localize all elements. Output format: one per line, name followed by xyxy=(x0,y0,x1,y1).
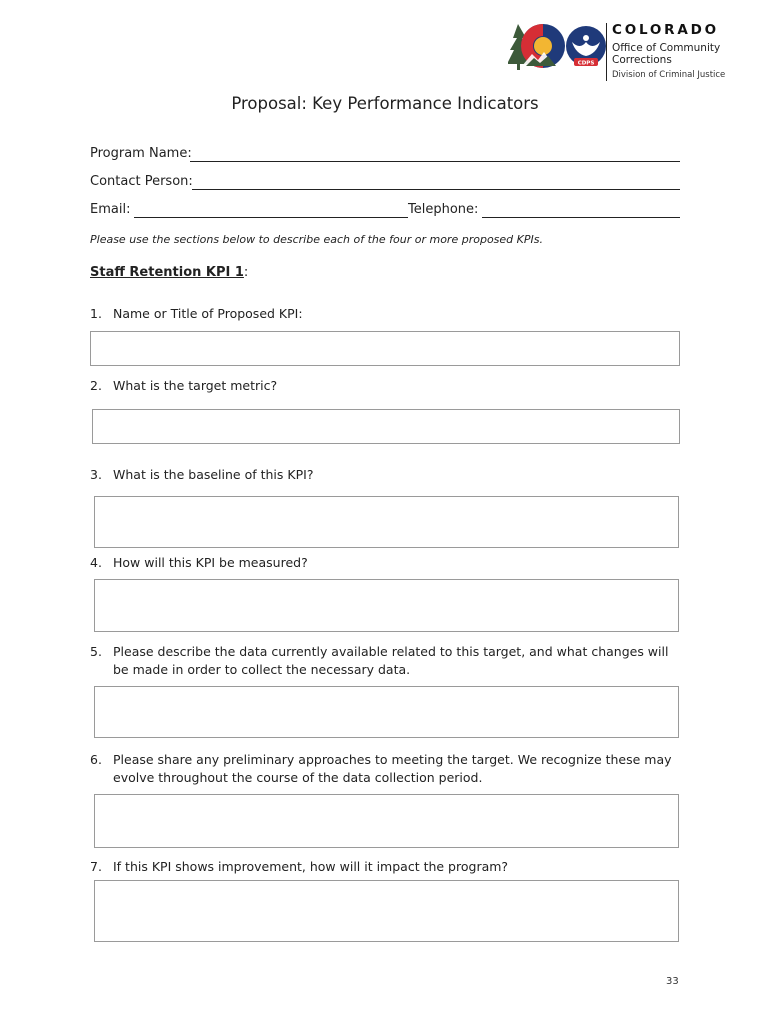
question-number: 7. xyxy=(90,859,102,874)
kpi-heading-text: Staff Retention KPI 1 xyxy=(90,265,244,280)
question-number: 4. xyxy=(90,555,102,570)
logo-title: COLORADO xyxy=(612,22,719,38)
answer-box-2[interactable] xyxy=(92,409,680,444)
cdps-badge-text: CDPS xyxy=(577,60,595,67)
question-text: What is the baseline of this KPI? xyxy=(113,467,314,482)
program-name-field[interactable] xyxy=(190,161,680,162)
answer-box-7[interactable] xyxy=(94,880,679,942)
page-title: Proposal: Key Performance Indicators xyxy=(231,94,539,113)
logo-office-line2: Corrections xyxy=(612,54,672,66)
question-text: What is the target metric? xyxy=(113,378,278,393)
question-number: 1. xyxy=(90,306,102,321)
email-field[interactable] xyxy=(134,217,408,218)
question-number: 3. xyxy=(90,467,102,482)
email-label: Email: xyxy=(90,202,131,217)
telephone-field[interactable] xyxy=(482,217,680,218)
instructions-note: Please use the sections below to describe each of the four or more proposed KPIs. xyxy=(90,233,543,246)
logo-office-line1: Office of Community xyxy=(612,42,721,54)
question-6 xyxy=(90,751,680,787)
answer-box-6[interactable] xyxy=(94,794,679,848)
program-name-label: Program Name: xyxy=(90,146,192,161)
answer-box-5[interactable] xyxy=(94,686,679,738)
answer-box-1[interactable] xyxy=(90,331,680,366)
question-number: 5. xyxy=(90,644,102,659)
question-1 xyxy=(90,305,680,323)
contact-person-label: Contact Person: xyxy=(90,174,193,189)
answer-box-4[interactable] xyxy=(94,579,679,632)
answer-box-3[interactable] xyxy=(94,496,679,548)
telephone-label: Telephone: xyxy=(408,202,479,217)
question-text: If this KPI shows improvement, how will it impact the program? xyxy=(113,859,509,874)
question-text: Please share any preliminary approaches to meeting the target. We recognize these may evolve throughout the course of the data collection period. xyxy=(113,752,672,785)
question-text: How will this KPI be measured? xyxy=(113,555,308,570)
contact-person-field[interactable] xyxy=(192,189,680,190)
question-number: 2. xyxy=(90,378,102,393)
question-4 xyxy=(90,554,680,572)
question-5 xyxy=(90,643,680,679)
kpi-heading-colon: : xyxy=(243,265,249,280)
logo-separator xyxy=(606,23,607,81)
question-number: 6. xyxy=(90,752,102,767)
kpi-section-heading xyxy=(90,265,248,280)
question-text: Name or Title of Proposed KPI: xyxy=(113,306,303,321)
question-3 xyxy=(90,466,680,484)
question-2 xyxy=(90,377,680,395)
page-number: 33 xyxy=(666,976,679,987)
logo-division-line: Division of Criminal Justice xyxy=(612,70,726,80)
question-text: Please describe the data currently available related to this target, and what changes will be made in order to collect the necessary data. xyxy=(113,644,669,677)
colorado-c-logo-icon xyxy=(508,20,608,82)
question-7 xyxy=(90,858,680,876)
